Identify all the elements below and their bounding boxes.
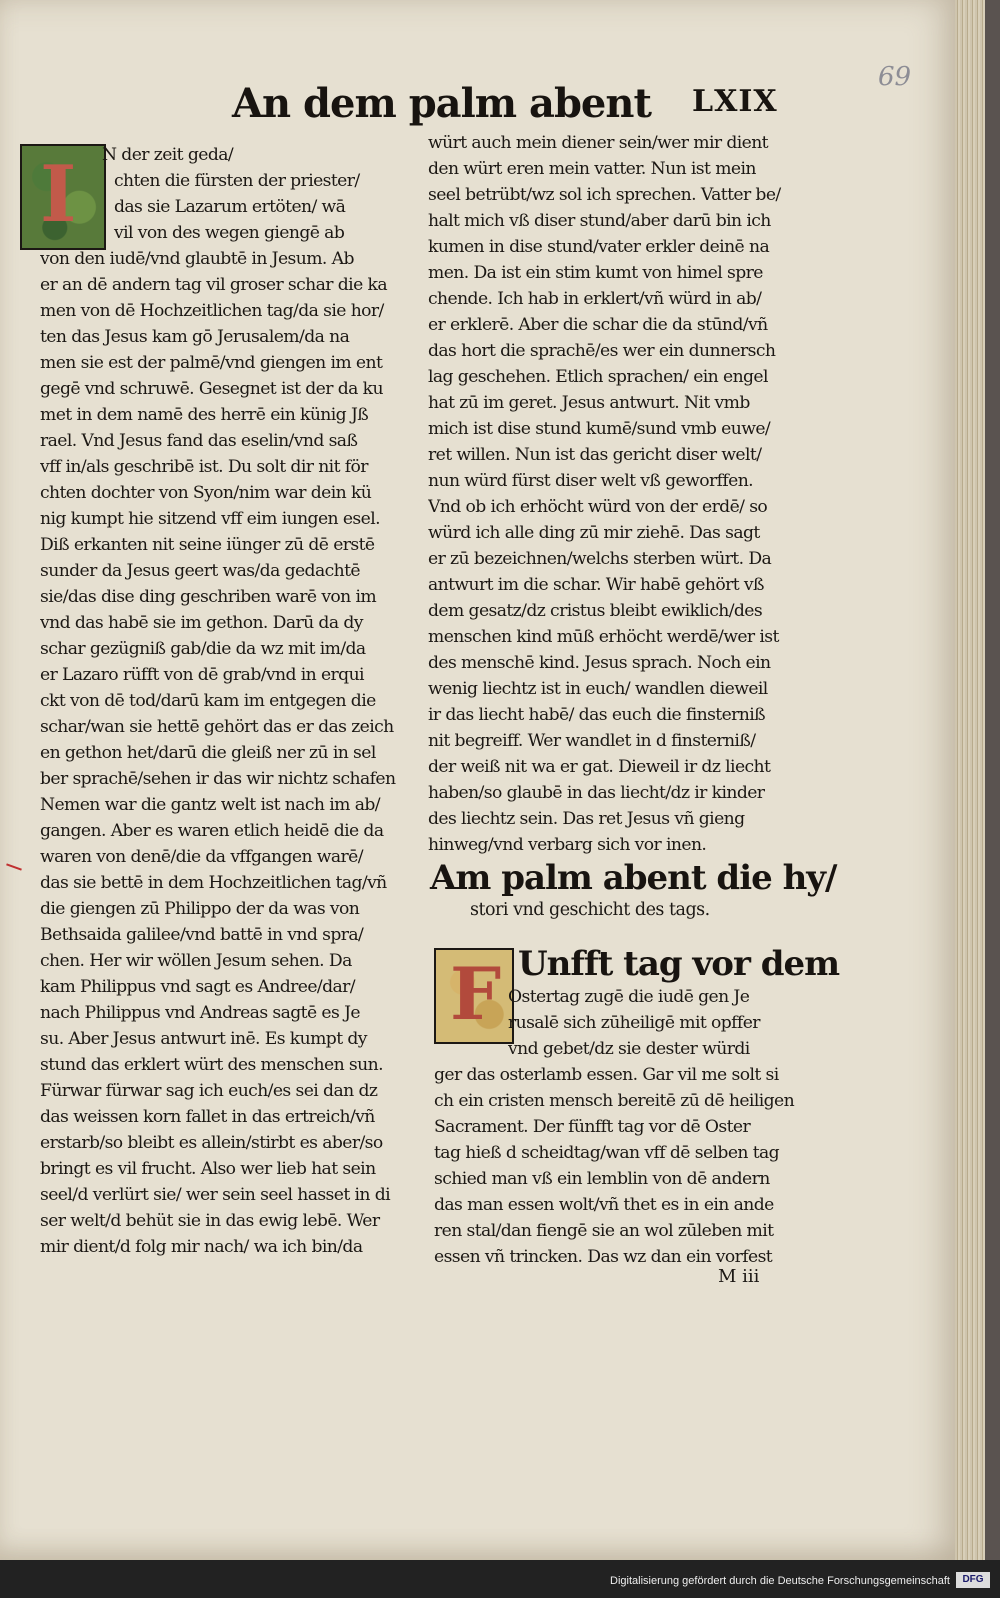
text-line: ber sprachē/sehen ir das wir nichtz schafen <box>40 769 396 789</box>
text-line: nach Philippus vnd Andreas sagtē es Je <box>40 1003 360 1023</box>
text-line: ger das osterlamb essen. Gar vil me solt si <box>434 1065 779 1085</box>
section-heading: Am palm abent die hy/ <box>430 858 837 898</box>
text-line: rusalē sich zūheiligē mit opffer <box>508 1013 760 1033</box>
text-line: schied man vß ein lemblin von dē andern <box>434 1169 770 1189</box>
text-line: hinweg/vnd verbarg sich vor inen. <box>428 835 707 855</box>
text-line: stund das erklert würt des menschen sun. <box>40 1055 383 1075</box>
text-line: ir das liecht habē/ das euch die finsterniß <box>428 705 766 725</box>
text-line: nit begreiff. Wer wandlet in d finsterniß/ <box>428 731 756 751</box>
text-line: N der zeit geda/ <box>102 145 234 165</box>
text-line: gangen. Aber es waren etlich heidē die da <box>40 821 384 841</box>
text-line: sunder da Jesus geert was/da gedachtē <box>40 561 360 581</box>
text-line: hat zū im geret. Jesus antwurt. Nit vmb <box>428 393 750 413</box>
text-line: der weiß nit wa er gat. Dieweil ir dz liecht <box>428 757 771 777</box>
text-line: haben/so glaubē in das liecht/dz ir kinder <box>428 783 765 803</box>
text-line: würd ich alle ding zū mir ziehē. Das sagt <box>428 523 760 543</box>
text-line: würt auch mein diener sein/wer mir dient <box>428 133 768 153</box>
text-line: den würt eren mein vatter. Nun ist mein <box>428 159 756 179</box>
text-line: er zū bezeichnen/welchs sterben würt. Da <box>428 549 772 569</box>
right-text-column <box>428 130 800 858</box>
text-line: essen vñ trincken. Das wz dan ein vorfest <box>434 1247 773 1267</box>
text-line: en gethon het/darū die gleiß ner zū in sel <box>40 743 376 763</box>
text-line: seel betrübt/wz sol ich sprechen. Vatter be/ <box>428 185 781 205</box>
text-line: erstarb/so bleibt es allein/stirbt es aber/so <box>40 1133 383 1153</box>
text-line: vff in/als geschribē ist. Du solt dir nit för <box>40 457 368 477</box>
text-line: Ostertag zugē die iudē gen Je <box>508 987 750 1007</box>
text-line: antwurt im die schar. Wir habē gehört vß <box>428 575 764 595</box>
text-line: mich ist dise stund kumē/sund vmb euwe/ <box>428 419 771 439</box>
text-line: ckt von dē tod/darū kam im entgegen die <box>40 691 376 711</box>
page-edge <box>955 0 985 1560</box>
text-line: Vnd ob ich erhöcht würd von der erdē/ so <box>428 497 768 517</box>
text-line: sie/das dise ding geschriben warē von im <box>40 587 377 607</box>
text-line: von den iudē/vnd glaubtē in Jesum. Ab <box>40 249 354 269</box>
text-line: schar/wan sie hettē gehört das er das zeich <box>40 717 394 737</box>
text-line: men sie est der palmē/vnd giengen im ent <box>40 353 383 373</box>
text-line: gegē vnd schruwē. Gesegnet ist der da ku <box>40 379 383 399</box>
text-line: Fürwar fürwar sag ich euch/es sei dan dz <box>40 1081 378 1101</box>
text-line: rael. Vnd Jesus fand das eselin/vnd saß <box>40 431 358 451</box>
text-line: nig kumpt hie sitzend vff eim iungen esel. <box>40 509 380 529</box>
text-line: das man essen wolt/vñ thet es in ein ande <box>434 1195 774 1215</box>
text-line: ch ein cristen mensch bereitē zū dē heiligen <box>434 1091 795 1111</box>
text-line: ren stal/dan fiengē sie an wol zūleben mit <box>434 1221 774 1241</box>
text-line: seel/d verlürt sie/ wer sein seel hasset in di <box>40 1185 391 1205</box>
text-line: er Lazaro rüfft von dē grab/vnd in erqui <box>40 665 364 685</box>
running-title: An dem palm abent <box>232 80 651 127</box>
initial-letter-f: F <box>450 951 502 1036</box>
text-line: das weissen korn fallet in das ertreich/vñ <box>40 1107 375 1127</box>
section-first-line: Unfft tag vor dem <box>518 944 840 984</box>
text-line: er erklerē. Aber die schar die da stūnd/vñ <box>428 315 768 335</box>
binding-shadow <box>985 0 1000 1560</box>
left-text-column <box>40 142 412 1260</box>
text-line: er an dē andern tag vil groser schar die ka <box>40 275 387 295</box>
text-line: dem gesatz/dz cristus bleibt ewiklich/des <box>428 601 763 621</box>
text-line: met in dem namē des herrē ein künig Jß <box>40 405 369 425</box>
text-line: das hort die sprachē/es wer ein dunnersch <box>428 341 776 361</box>
text-line: chen. Her wir wöllen Jesum sehen. Da <box>40 951 352 971</box>
text-line: vnd gebet/dz sie dester würdi <box>508 1039 750 1059</box>
dfg-logo: DFG <box>956 1572 990 1588</box>
text-line: schar gezügniß gab/die da wz mit im/da <box>40 639 366 659</box>
text-line: ser welt/d behüt sie in das ewig lebē. Wer <box>40 1211 380 1231</box>
text-line: bringt es vil frucht. Also wer lieb hat sein <box>40 1159 376 1179</box>
text-line: mir dient/d folg mir nach/ wa ich bin/da <box>40 1237 363 1257</box>
text-line: chten die fürsten der priester/ <box>114 171 360 191</box>
text-line: Sacrament. Der fünfft tag vor dē Oster <box>434 1117 751 1137</box>
text-line: menschen kind mūß erhöcht werdē/wer ist <box>428 627 779 647</box>
text-line: vnd das habē sie im gethon. Darū da dy <box>40 613 363 633</box>
text-line: chende. Ich hab in erklert/vñ würd in ab/ <box>428 289 762 309</box>
text-line: lag geschehen. Etlich sprachen/ ein engel <box>428 367 768 387</box>
text-line: die giengen zū Philippo der da was von <box>40 899 360 919</box>
text-line: des liechtz sein. Das ret Jesus vñ gieng <box>428 809 745 829</box>
text-line: ten das Jesus kam gō Jerusalem/da na <box>40 327 350 347</box>
footer-credit: Digitalisierung gefördert durch die Deutsche Forschungsgemeinschaft <box>610 1575 950 1587</box>
section-text <box>434 984 806 1270</box>
text-line: su. Aber Jesus antwurt inē. Es kumpt dy <box>40 1029 367 1049</box>
text-line: tag hieß d scheidtag/wan vff dē selben tag <box>434 1143 780 1163</box>
text-line: nun würd fürst diser welt vß geworffen. <box>428 471 754 491</box>
text-line: vil von des wegen giengē ab <box>114 223 345 243</box>
pencil-page-number: 69 <box>878 62 912 92</box>
section-subheading: stori vnd geschicht des tags. <box>470 900 710 920</box>
text-line: das sie Lazarum ertöten/ wā <box>114 197 346 217</box>
initial-letter: I <box>40 149 77 240</box>
text-line: Diß erkanten nit seine iünger zū dē erstē <box>40 535 375 555</box>
text-line: kumen in dise stund/vater erkler deinē na <box>428 237 770 257</box>
text-line: Nemen war die gantz welt ist nach im ab/ <box>40 795 380 815</box>
text-line: men von dē Hochzeitlichen tag/da sie hor/ <box>40 301 384 321</box>
text-line: chten dochter von Syon/nim war dein kü <box>40 483 372 503</box>
text-line: Bethsaida galilee/vnd battē in vnd spra/ <box>40 925 364 945</box>
text-line: waren von denē/die da vffgangen warē/ <box>40 847 363 867</box>
text-line: men. Da ist ein stim kumt von himel spre <box>428 263 763 283</box>
text-line: wenig liechtz ist in euch/ wandlen dieweil <box>428 679 768 699</box>
text-line: ret willen. Nun ist das gericht diser welt/ <box>428 445 762 465</box>
signature-mark: M iii <box>718 1266 760 1287</box>
text-line: des menschē kind. Jesus sprach. Noch ein <box>428 653 771 673</box>
text-line: halt mich vß diser stund/aber darū bin ich <box>428 211 771 231</box>
text-line: kam Philippus vnd sagt es Andree/dar/ <box>40 977 355 997</box>
folio-number: LXIX <box>692 84 778 119</box>
text-line: das sie bettē in dem Hochzeitlichen tag/vñ <box>40 873 387 893</box>
